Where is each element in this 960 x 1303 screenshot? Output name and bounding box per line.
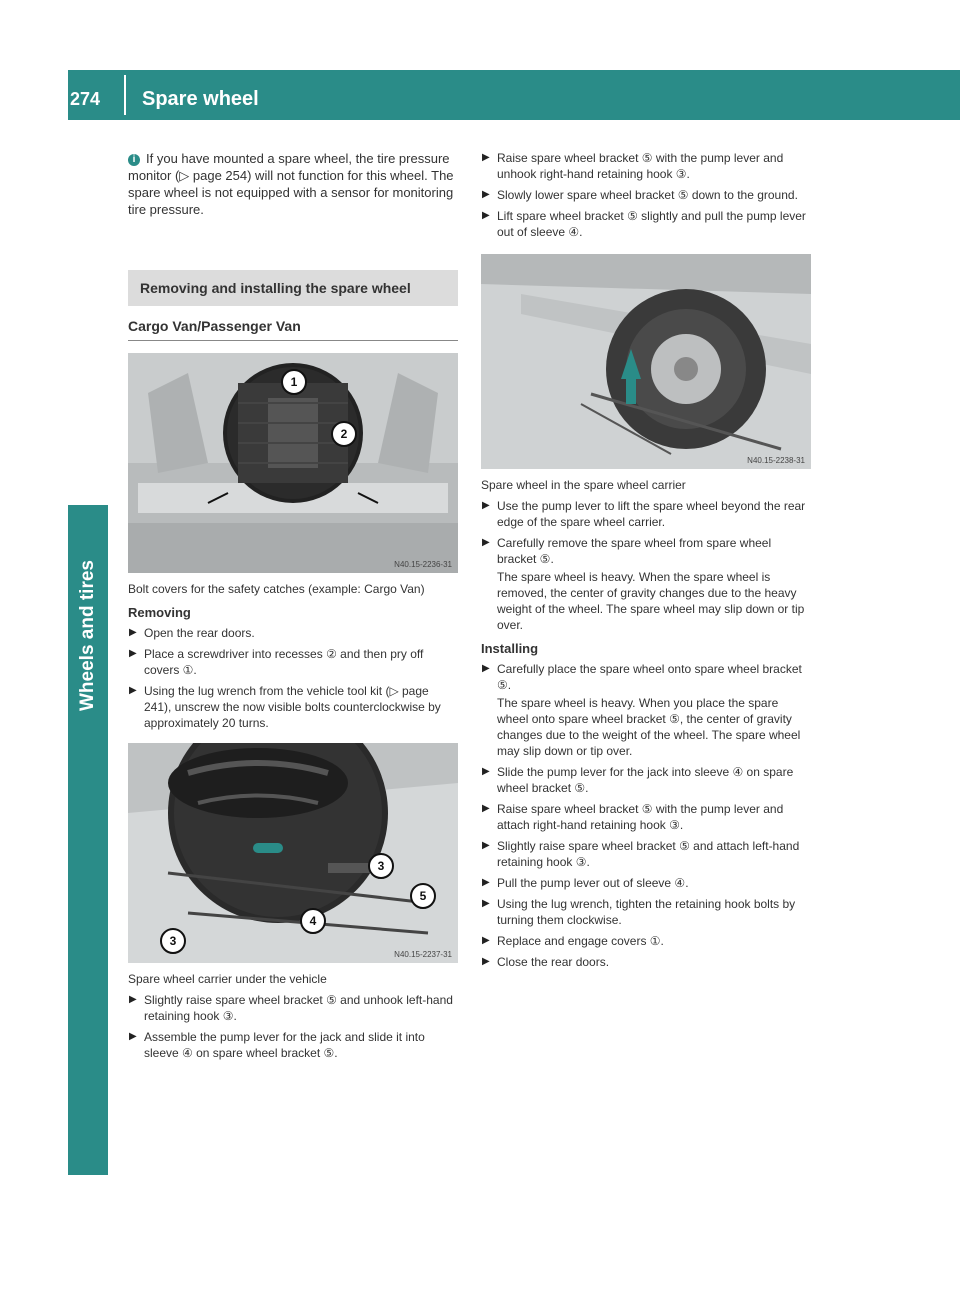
figure-code: N40.15-2238-31: [747, 456, 805, 465]
list-item: ▶ Pull the pump lever out of sleeve ④.: [482, 876, 689, 890]
step-arrow-icon: ▶: [482, 956, 490, 967]
step-arrow-icon: ▶: [129, 994, 137, 1005]
figure-caption: Spare wheel in the spare wheel carrier: [481, 478, 686, 492]
step-arrow-icon: ▶: [482, 898, 490, 909]
list-item: ▶ Carefully place the spare wheel onto spare wheel bracket ⑤. The spare wheel is heavy. When you place the spare wheel onto spare wheel bracket ⑤, the center of gravity changes due to the weight of the wheel. The spare wheel may slip down or tip over.: [481, 661, 811, 759]
list-item: ▶ Slowly lower spare wheel bracket ⑤ down to the ground.: [482, 188, 798, 202]
step-arrow-icon: ▶: [482, 537, 490, 548]
step-note: The spare wheel is heavy. When the spare wheel is removed, the center of gravity changes due to the heavy weight of the wheel. The spare wheel may slip down or tip over.: [497, 570, 805, 632]
figure-spare-wheel-in-carrier: [481, 254, 811, 469]
page-title: Spare wheel: [142, 88, 259, 110]
step-arrow-icon: ▶: [482, 840, 490, 851]
step-arrow-icon: ▶: [129, 1031, 137, 1042]
side-tab-label: Wheels and tires: [77, 560, 98, 711]
step-arrow-icon: ▶: [482, 935, 490, 946]
step-arrow-icon: ▶: [482, 210, 490, 221]
figure-code: N40.15-2237-31: [394, 950, 452, 959]
list-item: ▶ Slightly raise spare wheel bracket ⑤ and unhook left-hand retaining hook ③.: [129, 993, 453, 1023]
sub-heading: Cargo Van/Passenger Van: [128, 318, 458, 341]
list-item: ▶ Use the pump lever to lift the spare wheel beyond the rear edge of the spare wheel carrier.: [482, 499, 806, 529]
installing-heading: Installing: [481, 641, 539, 656]
step-arrow-icon: ▶: [129, 685, 137, 696]
step-arrow-icon: ▶: [482, 189, 490, 200]
info-icon: i: [128, 154, 140, 166]
list-item: ▶ Raise spare wheel bracket ⑤ with the pump lever and unhook right-hand retaining hook ③.: [482, 151, 784, 181]
callout-3: 3: [368, 853, 394, 879]
list-item: ▶ Slide the pump lever for the jack into sleeve ④ on spare wheel bracket ⑤.: [482, 765, 794, 795]
page-number: 274: [70, 89, 101, 109]
removing-heading: Removing: [128, 605, 191, 620]
list-item: ▶ Carefully remove the spare wheel from spare wheel bracket ⑤. The spare wheel is heavy. When the spare wheel is removed, the center of gravity changes due to the heavy weight of the wheel. The spare wheel may slip down or tip over.: [481, 535, 811, 633]
right-column: [481, 150, 811, 970]
figure-code: N40.15-2236-31: [394, 560, 452, 569]
step-arrow-icon: ▶: [482, 877, 490, 888]
step-arrow-icon: ▶: [129, 627, 137, 638]
step-arrow-icon: ▶: [129, 648, 137, 659]
list-item: ▶ Assemble the pump lever for the jack and slide it into sleeve ④ on spare wheel bracket ⑤.: [129, 1030, 425, 1060]
section-heading: Removing and installing the spare wheel: [128, 270, 458, 306]
header-divider: [124, 75, 126, 115]
callout-1: 1: [281, 369, 307, 395]
list-item: ▶ Using the lug wrench from the vehicle tool kit (▷ page 241), unscrew the now visible bolts counterclockwise by approximately 20 turns.: [129, 684, 441, 730]
callout-5: 5: [410, 883, 436, 909]
list-item: ▶ Using the lug wrench, tighten the retaining hook bolts by turning them clockwise.: [482, 897, 796, 927]
info-note-text: If you have mounted a spare wheel, the tire pressure monitor (▷ page 254) will not function for this wheel. The spare wheel is not equipped with a sensor for monitoring tire pressure.: [128, 151, 454, 217]
left-column: [128, 150, 458, 1061]
step-arrow-icon: ▶: [482, 152, 490, 163]
step-arrow-icon: ▶: [482, 500, 490, 511]
step-arrow-icon: ▶: [482, 663, 490, 674]
list-item: ▶ Open the rear doors.: [129, 626, 255, 640]
callout-3b: 3: [160, 928, 186, 954]
figure-caption: Bolt covers for the safety catches (example: Cargo Van): [128, 582, 425, 596]
figure-spare-wheel-carrier: [128, 743, 458, 963]
step-note: The spare wheel is heavy. When you place the spare wheel onto spare wheel bracket ⑤, the center of gravity changes due to the weight of the wheel. The spare wheel may slip down or tip over.: [497, 696, 801, 758]
list-item: ▶ Slightly raise spare wheel bracket ⑤ and attach left-hand retaining hook ③.: [482, 839, 800, 869]
figure-spare-wheel-in-carrier-illustration: [481, 254, 811, 469]
list-item: ▶ Close the rear doors.: [482, 955, 610, 969]
step-arrow-icon: ▶: [482, 803, 490, 814]
list-item: ▶ Replace and engage covers ①.: [482, 934, 664, 948]
info-note: [128, 150, 458, 218]
list-item: ▶ Raise spare wheel bracket ⑤ with the pump lever and attach right-hand retaining hook ③.: [482, 802, 784, 832]
callout-4: 4: [300, 908, 326, 934]
figure-bolt-covers: [128, 353, 458, 573]
callout-2: 2: [331, 421, 357, 447]
list-item: ▶ Place a screwdriver into recesses ② and then pry off covers ①.: [129, 647, 424, 677]
figure-caption: Spare wheel carrier under the vehicle: [128, 972, 327, 986]
step-arrow-icon: ▶: [482, 766, 490, 777]
list-item: ▶ Lift spare wheel bracket ⑤ slightly and pull the pump lever out of sleeve ④.: [482, 209, 806, 239]
